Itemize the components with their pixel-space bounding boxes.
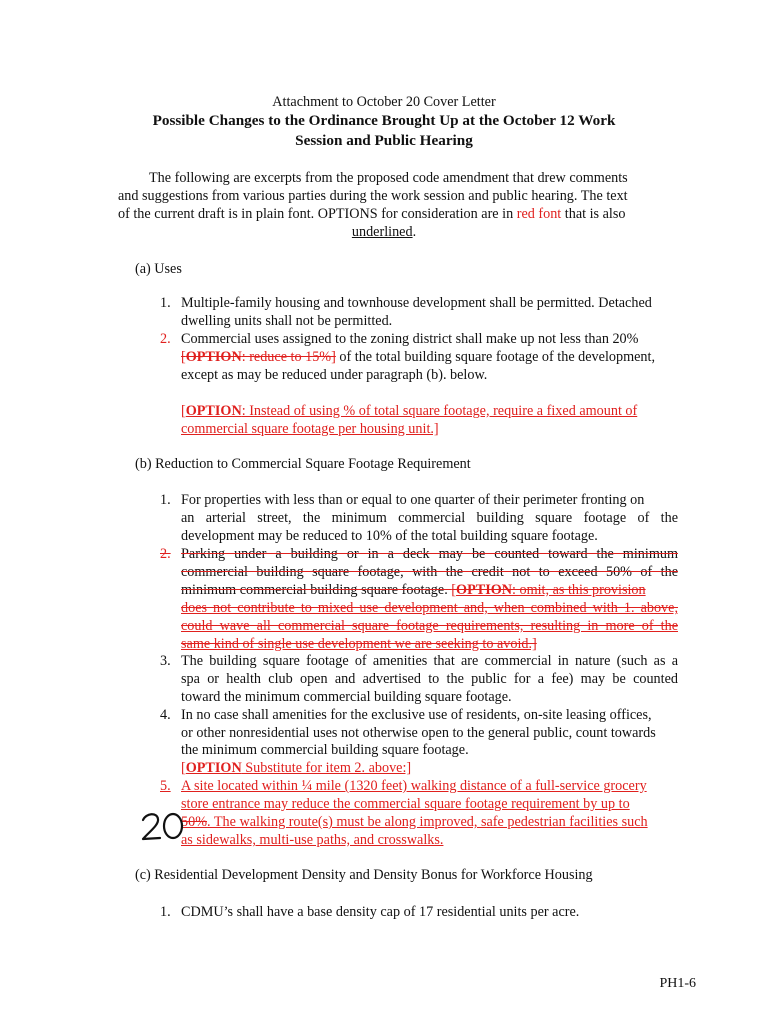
item-text: . The walking route(s) must be along improved, safe pedestrian facilities such (207, 814, 648, 830)
handwritten-20-annotation (140, 810, 186, 842)
bracket: [ (181, 760, 186, 776)
bracket: [ (181, 349, 186, 365)
intro-line-3-end: that is also (561, 206, 626, 222)
section-b-item-5-line-1: A site located within ¼ mile (1320 feet) walking distance of a full-service grocery (181, 778, 647, 794)
intro-line-4 (0, 223, 768, 241)
section-b-item-2-line-1: Parking under a building or in a deck may be counted toward the minimum (181, 546, 678, 562)
intro-period: . (412, 224, 417, 240)
intro-line-3-text: of the current draft is in plain font. OPTIONS for consideration are in (118, 206, 517, 222)
section-a-item-2-line-2 (181, 348, 655, 366)
bracket: [ (451, 582, 457, 598)
intro-line-2: and suggestions from various parties during the work session and public hearing. The text (118, 188, 628, 204)
struck-50-percent: 50% (181, 814, 208, 830)
intro-line-3 (118, 205, 625, 223)
option-fixed-amount-line-2: commercial square footage per housing unit.] (181, 421, 439, 437)
section-a-item-2-number: 2. (160, 331, 171, 347)
section-a-heading: (a) Uses (135, 261, 182, 277)
option-reduce-15 (181, 349, 336, 365)
intro-line-1: The following are excerpts from the proposed code amendment that drew comments (149, 170, 628, 186)
option-text: : Instead of using % of total square footage, require a fixed amount of (241, 403, 638, 419)
attachment-line: Attachment to October 20 Cover Letter (272, 94, 496, 110)
section-b-item-5-number: 5. (160, 778, 171, 794)
section-b-item-2-option-line-5: could wave all commercial square footage requirements, resulting in more of the (181, 618, 678, 634)
section-b-item-4-line-2: or other nonresidential uses not otherwise open to the general public, count towards (181, 725, 656, 741)
section-a-item-1-line-1: Multiple-family housing and townhouse development shall be permitted. Detached (181, 295, 652, 311)
option-text: Substitute for item 2. above:] (241, 760, 412, 776)
title-line-2: Session and Public Hearing (295, 132, 473, 149)
item-text: of the total building square footage of the development, (335, 349, 655, 365)
section-b-item-4-number: 4. (160, 707, 171, 723)
option-substitute (181, 759, 411, 777)
section-b-item-2-line-2: commercial building square footage, with the credit not to exceed 50% of the (181, 564, 678, 580)
section-c-item-1-number: 1. (160, 904, 171, 920)
section-b-item-3-line-2: spa or health club open and advertised to the public for a fee) may be counted (181, 671, 678, 687)
section-b-item-2-number: 2. (160, 546, 171, 562)
option-label: OPTION (185, 403, 242, 419)
underlined-example: underlined (351, 224, 413, 240)
bracket: [ (181, 403, 186, 419)
page-number: PH1-6 (659, 976, 696, 991)
section-b-item-3-number: 3. (160, 653, 171, 669)
option-text: : reduce to 15%] (241, 349, 336, 365)
section-a-item-1-number: 1. (160, 295, 171, 311)
title-line-1: Possible Changes to the Ordinance Brought Up at the October 12 Work (152, 112, 616, 129)
section-b-item-2-option-line-4: does not contribute to mixed use development and, when combined with 1. above, (181, 600, 678, 616)
section-b-item-1-line-2: an arterial street, the minimum commercial building square footage of the (181, 510, 678, 526)
section-b-item-2-line-3 (181, 581, 646, 599)
section-b-item-4-line-1: In no case shall amenities for the exclusive use of residents, on-site leasing offices, (181, 707, 652, 723)
option-label: OPTION (456, 582, 512, 598)
section-a-item-1-line-2: dwelling units shall not be permitted. (181, 313, 393, 329)
option-label: OPTION (185, 349, 242, 365)
section-c-heading: (c) Residential Development Density and Density Bonus for Workforce Housing (135, 867, 593, 883)
section-b-item-5-line-3 (181, 813, 648, 831)
option-label: OPTION (185, 760, 242, 776)
section-c-item-1-line-1: CDMU’s shall have a base density cap of 17 residential units per acre. (181, 904, 580, 920)
option-omit (451, 582, 645, 598)
item-text: minimum commercial building square footage. (181, 582, 452, 598)
section-b-item-1-line-3: development may be reduced to 10% of the total building square footage. (181, 528, 598, 544)
red-font-example: red font (516, 206, 562, 222)
section-a-item-2-line-1: Commercial uses assigned to the zoning district shall make up not less than 20% (181, 331, 639, 347)
section-b-item-5-line-2: store entrance may reduce the commercial square footage requirement by up to (181, 796, 630, 812)
section-b-item-3-line-1: The building square footage of amenities that are commercial in nature (such as a (181, 653, 678, 669)
section-b-item-3-line-3: toward the minimum commercial building square footage. (181, 689, 512, 705)
option-fixed-amount-line-1 (181, 402, 637, 420)
section-a-item-2-line-3: except as may be reduced under paragraph (b). below. (181, 367, 488, 383)
option-text: : omit, as this provision (512, 582, 646, 598)
section-b-heading: (b) Reduction to Commercial Square Footage Requirement (135, 456, 471, 472)
section-b-item-1-number: 1. (160, 492, 171, 508)
section-b-item-2-option-line-6: same kind of single use development we are seeking to avoid.] (181, 636, 537, 652)
section-b-item-5-line-4: as sidewalks, multi-use paths, and crosswalks. (181, 832, 444, 848)
section-b-item-4-line-3: the minimum commercial building square footage. (181, 742, 469, 758)
section-b-item-1-line-1: For properties with less than or equal to one quarter of their perimeter fronting on (181, 492, 645, 508)
